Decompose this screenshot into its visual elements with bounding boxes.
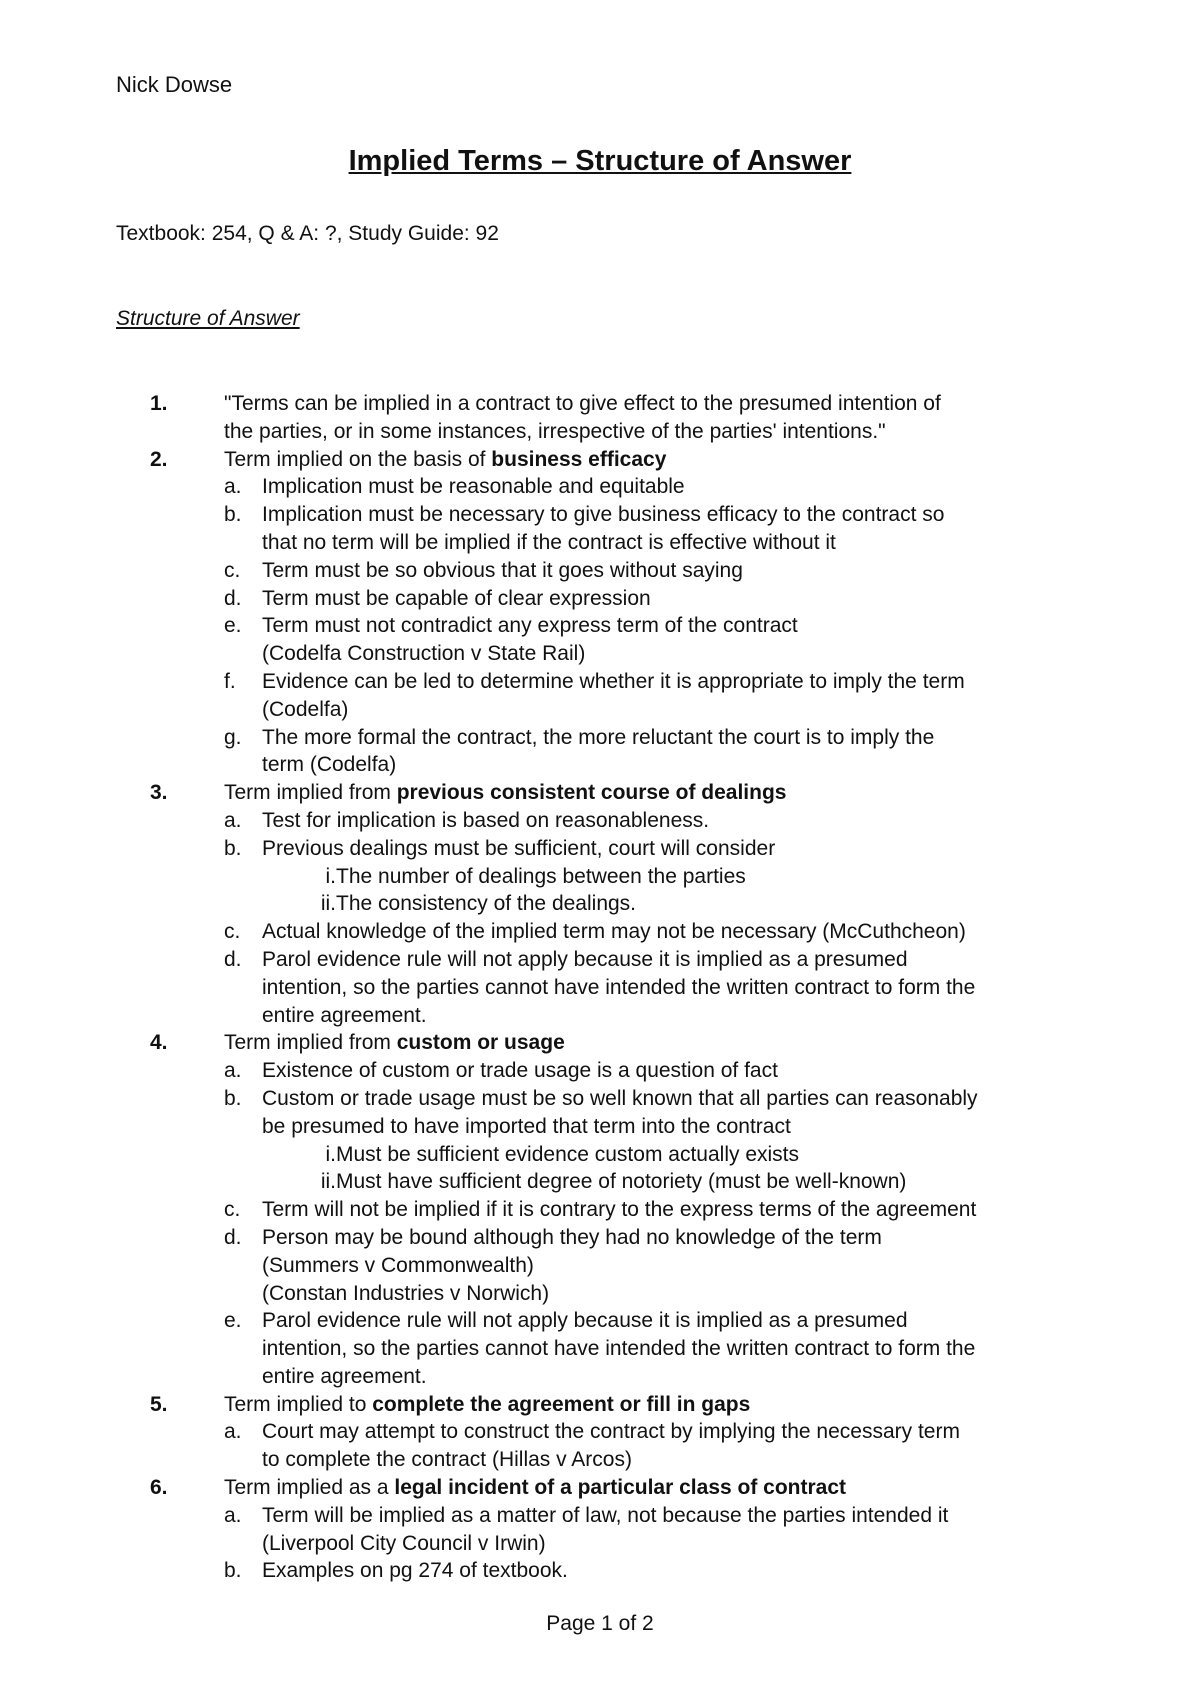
sub-item-letter: g.	[224, 725, 242, 749]
sub-item-text: (Constan Industries v Norwich)	[262, 1281, 550, 1305]
item-number: 6.	[150, 1476, 168, 1500]
outline-item	[0, 779, 1200, 807]
section-heading: Structure of Answer	[116, 307, 300, 330]
sub-item	[0, 724, 1200, 752]
sub-item-text: to complete the contract (Hillas v Arcos)	[262, 1448, 632, 1472]
sub-item	[0, 585, 1200, 613]
sub-item	[0, 557, 1200, 585]
sub-item-continuation	[0, 974, 1200, 1002]
sub-item-letter: c.	[224, 1198, 241, 1222]
sub-item-text: Term must be capable of clear expression	[262, 586, 651, 610]
subsub-item-text: The consistency of the dealings.	[336, 892, 637, 916]
item-emphasis: previous consistent course of dealings	[396, 781, 787, 805]
sub-item-text: Term will not be implied if it is contrary to the express terms of the agreement	[262, 1198, 977, 1222]
sub-item-text: Previous dealings must be sufficient, court will consider	[262, 836, 776, 860]
item-number: 2.	[150, 447, 168, 471]
references-line: Textbook: 254, Q & A: ?, Study Guide: 92	[116, 222, 499, 245]
author-name: Nick Dowse	[116, 72, 233, 97]
sub-item-text: Actual knowledge of the implied term may not be necessary (McCuthcheon)	[262, 920, 966, 944]
subsub-item-text: Must have sufficient degree of notoriety (must be well-known)	[336, 1170, 907, 1194]
sub-item-text: Existence of custom or trade usage is a question of fact	[262, 1059, 778, 1083]
sub-item-continuation	[0, 529, 1200, 557]
sub-item-text: Parol evidence rule will not apply because it is implied as a presumed	[262, 947, 908, 971]
sub-item	[0, 501, 1200, 529]
item-number: 3.	[150, 781, 168, 805]
sub-item-letter: a.	[224, 1059, 242, 1083]
sub-item-continuation	[0, 1446, 1200, 1474]
sub-item-text: Parol evidence rule will not apply because it is implied as a presumed	[262, 1309, 908, 1333]
page-number: Page 1 of 2	[546, 1612, 654, 1635]
sub-item	[0, 1057, 1200, 1085]
subsub-item	[0, 890, 1200, 918]
sub-item	[0, 612, 1200, 640]
subsub-item-numeral: ii.	[320, 892, 336, 916]
sub-item	[0, 668, 1200, 696]
sub-item-text: The more formal the contract, the more reluctant the court is to imply the	[262, 725, 935, 749]
sub-item-letter: e.	[224, 1309, 242, 1333]
sub-item-text: be presumed to have imported that term into the contract	[262, 1114, 791, 1138]
sub-item-letter: e.	[224, 614, 242, 638]
subsub-item-text: Must be sufficient evidence custom actually exists	[336, 1142, 799, 1166]
outline-list	[0, 390, 1200, 1585]
sub-item-text: Court may attempt to construct the contract by implying the necessary term	[262, 1420, 960, 1444]
item-emphasis: legal incident of a particular class of contract	[394, 1476, 847, 1500]
sub-item-text: (Summers v Commonwealth)	[262, 1253, 534, 1277]
outline-item	[0, 1391, 1200, 1419]
sub-item-continuation	[0, 1335, 1200, 1363]
sub-item-text: Term must be so obvious that it goes without saying	[262, 558, 743, 582]
sub-item-text: Term must not contradict any express term of the contract	[262, 614, 798, 638]
sub-item-letter: d.	[224, 1225, 242, 1249]
subsub-item	[0, 1168, 1200, 1196]
item-continuation	[0, 418, 1200, 446]
subsub-item-text: The number of dealings between the parties	[336, 864, 746, 888]
sub-item-continuation	[0, 1252, 1200, 1280]
subsub-item	[0, 863, 1200, 891]
outline-item	[0, 1474, 1200, 1502]
subsub-item	[0, 1141, 1200, 1169]
sub-item-text: (Liverpool City Council v Irwin)	[262, 1531, 546, 1555]
item-emphasis: complete the agreement or fill in gaps	[372, 1392, 751, 1416]
sub-item-letter: b.	[224, 503, 242, 527]
sub-item-text: entire agreement.	[262, 1003, 427, 1027]
sub-item-continuation	[0, 1280, 1200, 1308]
item-emphasis: business efficacy	[491, 447, 667, 471]
document-title: Implied Terms – Structure of Answer	[348, 145, 852, 177]
item-text: "Terms can be implied in a contract to give effect to the presumed intention of	[224, 392, 941, 415]
sub-item-text: entire agreement.	[262, 1364, 427, 1388]
subsub-item-numeral: i.	[325, 1142, 336, 1166]
sub-item-text: intention, so the parties cannot have intended the written contract to form the	[262, 975, 976, 999]
sub-item-letter: a.	[224, 808, 242, 832]
sub-item-text: that no term will be implied if the contract is effective without it	[262, 530, 836, 554]
item-number: 1.	[150, 392, 168, 415]
sub-item	[0, 1224, 1200, 1252]
sub-item-text: Evidence can be led to determine whether it is appropriate to imply the term	[262, 669, 965, 693]
sub-item-continuation	[0, 751, 1200, 779]
item-text: Term implied as a legal incident of a particular class of contract	[224, 1476, 847, 1500]
sub-item-text: (Codelfa Construction v State Rail)	[262, 642, 586, 666]
sub-item	[0, 1307, 1200, 1335]
sub-item-text: Person may be bound although they had no knowledge of the term	[262, 1225, 882, 1249]
sub-item-letter: b.	[224, 1559, 242, 1583]
sub-item-text: Custom or trade usage must be so well known that all parties can reasonably	[262, 1086, 978, 1110]
sub-item-text: Implication must be necessary to give business efficacy to the contract so	[262, 503, 945, 527]
sub-item-continuation	[0, 696, 1200, 724]
sub-item-continuation	[0, 1530, 1200, 1558]
sub-item	[0, 918, 1200, 946]
outline-item	[0, 446, 1200, 474]
outline-item	[0, 1029, 1200, 1057]
subsub-item-numeral: ii.	[320, 1170, 336, 1194]
sub-item-letter: d.	[224, 586, 242, 610]
sub-item	[0, 946, 1200, 974]
outline-item	[0, 390, 1200, 418]
item-text: the parties, or in some instances, irrespective of the parties' intentions."	[224, 419, 886, 443]
sub-item-letter: f.	[224, 669, 236, 693]
sub-item-text: Examples on pg 274 of textbook.	[262, 1559, 568, 1583]
sub-item-text: term (Codelfa)	[262, 753, 397, 777]
sub-item	[0, 1502, 1200, 1530]
sub-item-text: Term will be implied as a matter of law, not because the parties intended it	[262, 1503, 949, 1527]
sub-item-text: (Codelfa)	[262, 697, 349, 721]
sub-item-letter: c.	[224, 558, 241, 582]
item-text: Term implied from previous consistent course of dealings	[224, 781, 787, 805]
sub-item-letter: d.	[224, 947, 242, 971]
sub-item	[0, 807, 1200, 835]
sub-item	[0, 1085, 1200, 1113]
sub-item-letter: c.	[224, 920, 241, 944]
item-text: Term implied to complete the agreement or fill in gaps	[224, 1392, 751, 1416]
sub-item-continuation	[0, 640, 1200, 668]
sub-item-text: Test for implication is based on reasonableness.	[262, 808, 710, 832]
item-number: 5.	[150, 1392, 168, 1416]
sub-item-letter: a.	[224, 475, 242, 499]
item-number: 4.	[150, 1031, 168, 1055]
item-text: Term implied from custom or usage	[224, 1031, 565, 1055]
sub-item-letter: b.	[224, 1086, 242, 1110]
sub-item-continuation	[0, 1363, 1200, 1391]
sub-item-text: intention, so the parties cannot have intended the written contract to form the	[262, 1337, 976, 1361]
item-emphasis: custom or usage	[396, 1031, 565, 1055]
sub-item	[0, 1418, 1200, 1446]
sub-item	[0, 1196, 1200, 1224]
sub-item-continuation	[0, 1002, 1200, 1030]
subsub-item-numeral: i.	[325, 864, 336, 888]
item-text: Term implied on the basis of business efficacy	[224, 447, 667, 471]
sub-item-letter: a.	[224, 1420, 242, 1444]
sub-item	[0, 473, 1200, 501]
sub-item	[0, 835, 1200, 863]
sub-item-letter: a.	[224, 1503, 242, 1527]
sub-item	[0, 1557, 1200, 1585]
sub-item-continuation	[0, 1113, 1200, 1141]
sub-item-letter: b.	[224, 836, 242, 860]
sub-item-text: Implication must be reasonable and equitable	[262, 475, 685, 499]
